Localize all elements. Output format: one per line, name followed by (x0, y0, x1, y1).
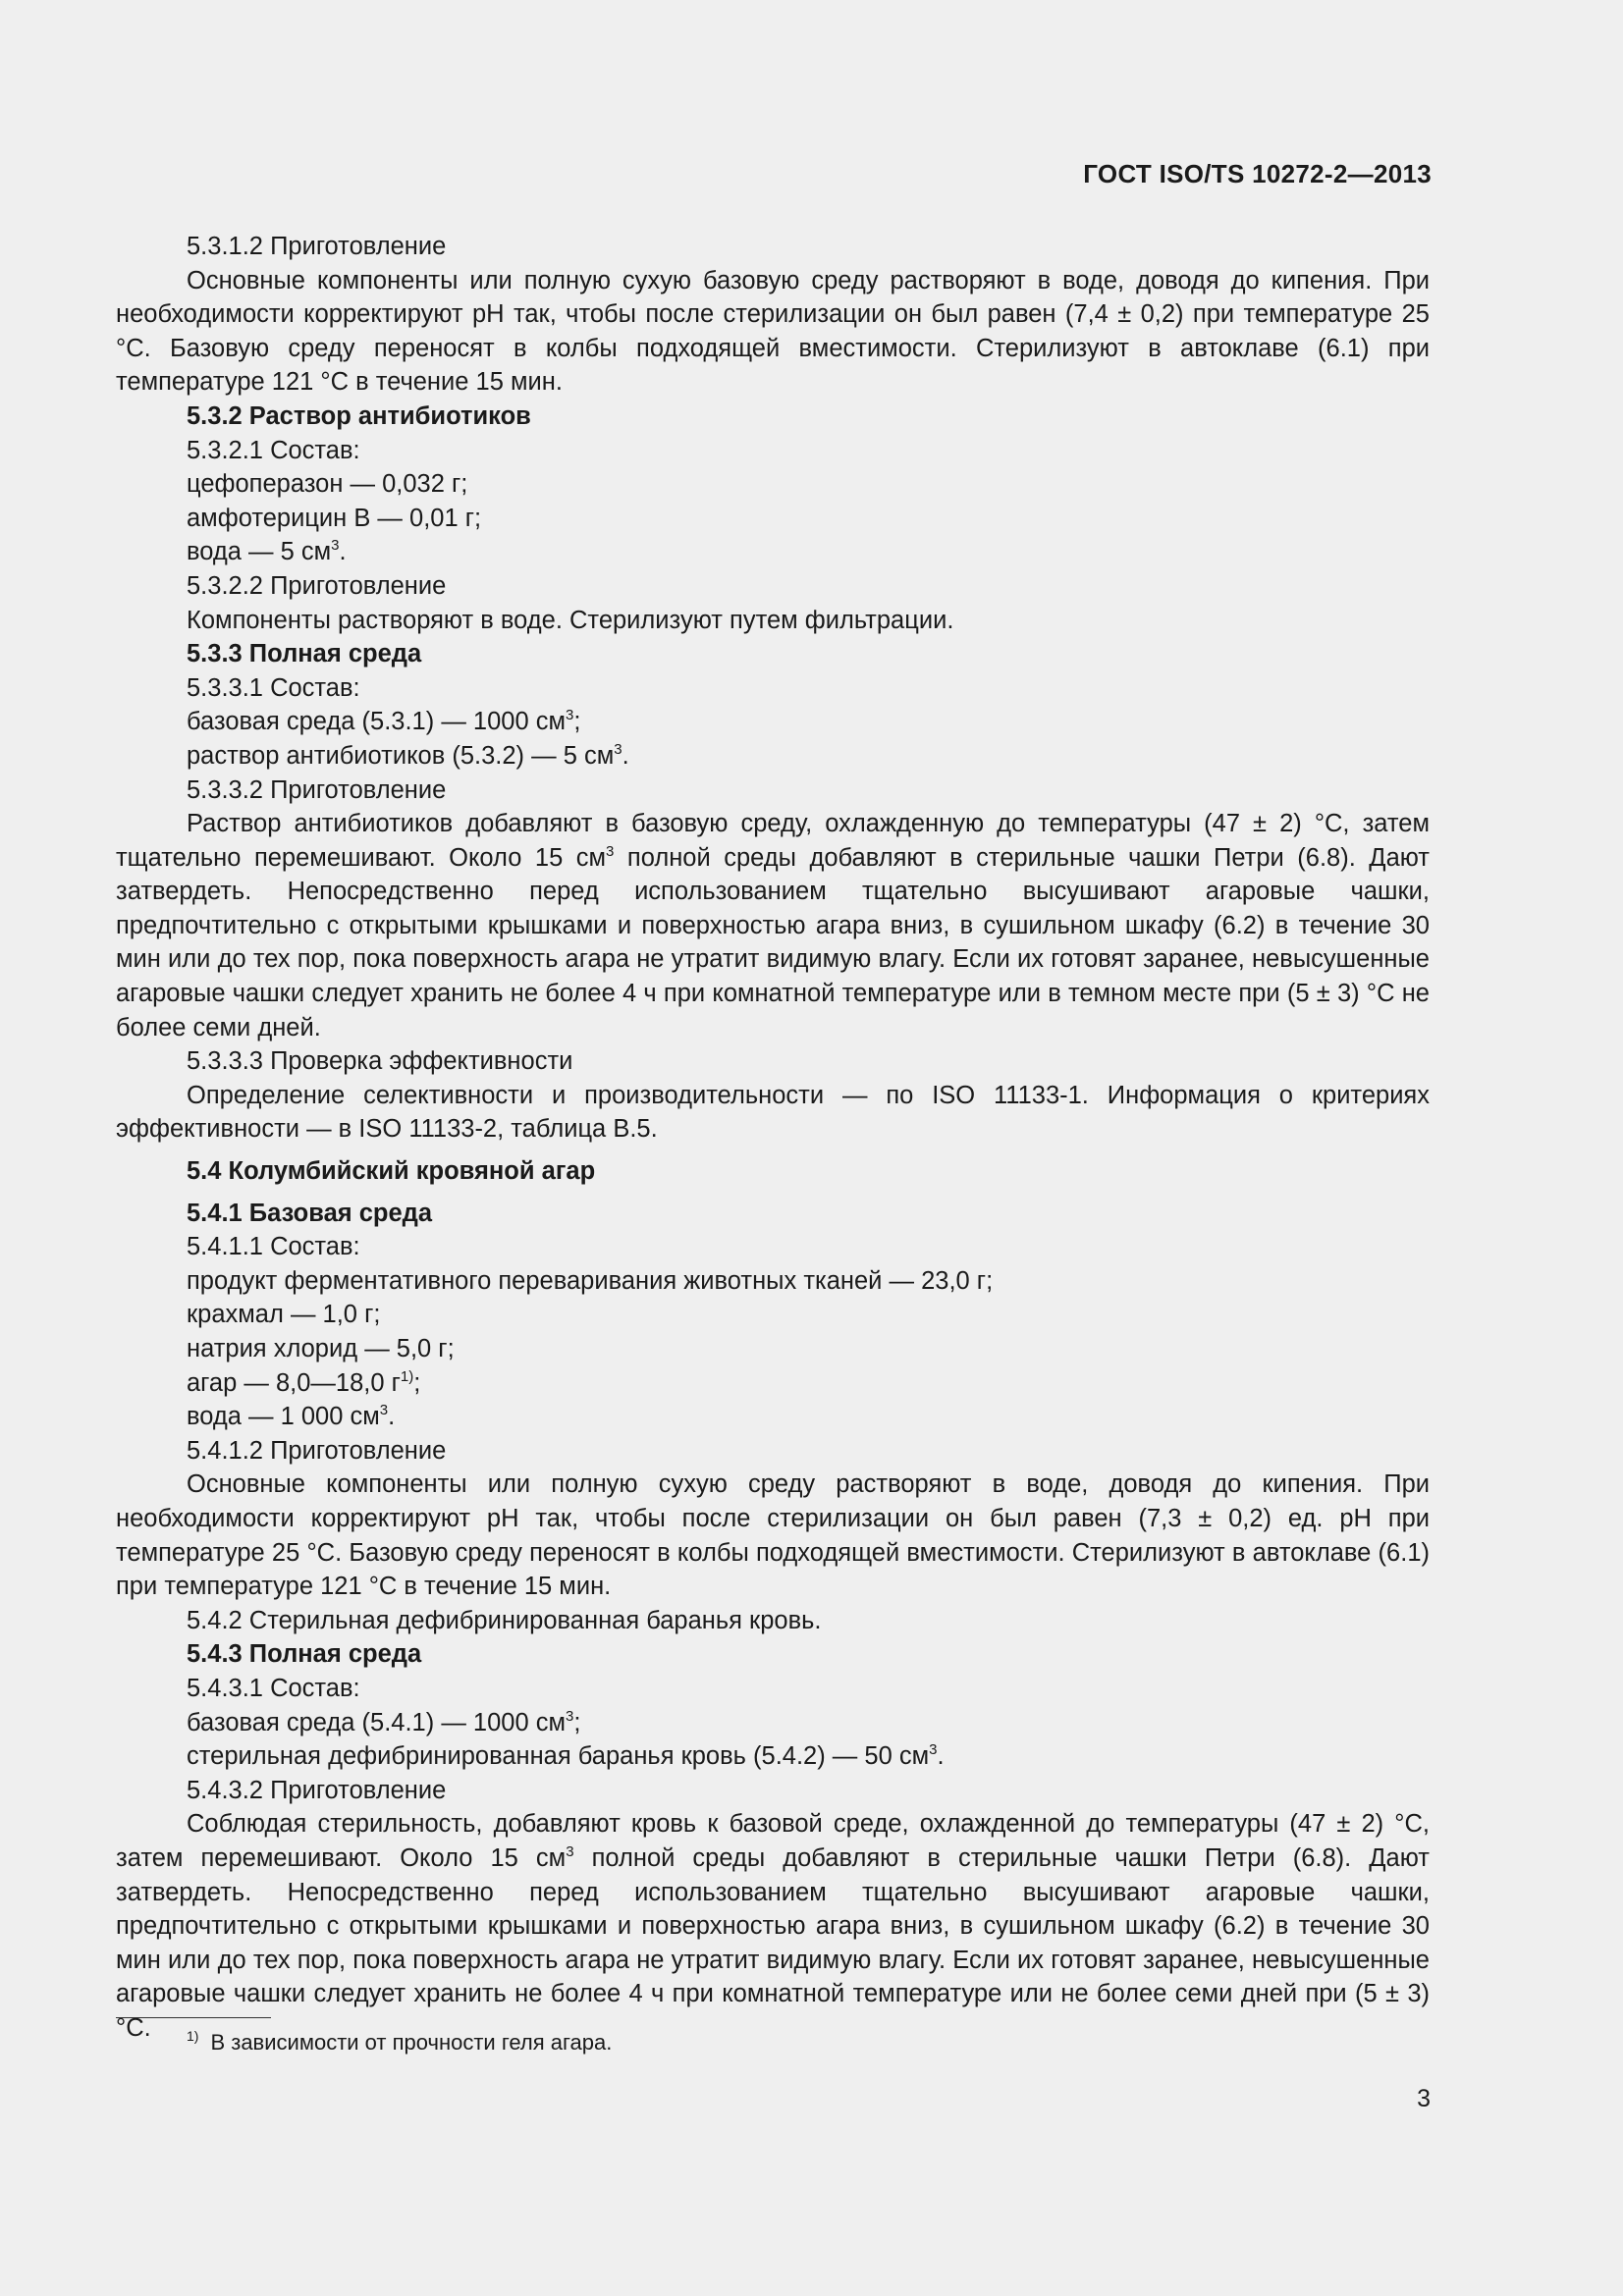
list-item: натрия хлорид — 5,0 г; (187, 1335, 455, 1362)
footnote-text: В зависимости от прочности геля агара. (210, 2030, 613, 2055)
paragraph-5-3-1-2: Основные компоненты или полную сухую базовую среду растворяют в воде, доводя до кипения. При необходимости корректируют pH так, чтобы после стерилизации он был равен (7,4 ± 0,2) при температуре 25 °С. Базовую среду переносят в колбы подходящей вместимости. Стерилизуют в автоклаве (6.1) при температуре 121 °С в течение 15 мин. (116, 266, 1430, 397)
footnote-ref: 1) (400, 1367, 414, 1385)
paragraph-5-4-1-2: Основные компоненты или полную сухую среду растворяют в воде, доводя до кипения. При необходимости корректируют pH так, чтобы после стерилизации он был равен (7,3 ± 0,2) ед. pH при температуре 25 °С. Базовую среду переносят в колбы подходящей вместимости. Стерилизуют в автоклаве (6.1) при температуре 121 °С в течение 15 мин. (116, 1470, 1430, 1601)
list-item: вода — 5 $см^3$. (187, 537, 347, 566)
footnote-marker: 1) (187, 2028, 199, 2044)
footnote-divider (116, 2017, 271, 2018)
prep-heading-5-4-1-2: 5.4.1.2 Приготовление (187, 1436, 447, 1465)
paragraph-5-3-3-2: Раствор антибиотиков добавляют в базовую среду, охлажденную до температуры (47 ± 2) °С, затем тщательно перемешивают. Около 15 $см^3$ полной среды добавляют в стерильные чашки Петри (6.8). Дают затвердеть. Непосредственно перед использованием тщательно высушивают агаровые чашки, предпочтительно с открытыми крышками и поверхностью агара вниз, в сушильном шкафу (6.2) в течение 30 мин или до тех пор, пока поверхность агара не утратит видимую влагу. Если их готовят заранее, невысушенные агаровые чашки следует хранить не более 4 ч при комнатной температуре или в темном месте при (5 ± 3) °С не более семи дней. (116, 810, 1430, 1041)
section-heading-5-4-1: 5.4.1 Базовая среда (187, 1199, 433, 1227)
composition-heading-5-4-3-1: 5.4.3.1 Состав: (187, 1674, 360, 1702)
list-item: амфотерицин В — 0,01 г; (187, 504, 482, 532)
section-heading-5-4-2: 5.4.2 Стерильная дефибринированная баранья кровь. (187, 1606, 822, 1634)
section-heading-5-3-3: 5.3.3 Полная среда (187, 640, 422, 668)
paragraph-5-4-3-2: Соблюдая стерильность, добавляют кровь к базовой среде, охлажденной до температуры (47 ± 2) °С, затем перемешивают. Около 15 $см^3$ полной среды добавляют в стерильные чашки Петри (6.8). Дают затвердеть. Непосредственно перед использованием тщательно высушивают агаровые чашки, предпочтительно с открытыми крышками и поверхностью агара вниз, в сушильном шкафу (6.2) в течение 30 мин или до тех пор, пока поверхность агара не утратит видимую влагу. Если их готовят заранее, невысушенные агаровые чашки следует хранить не более 4 ч при комнатной температуре или не более семи дней при (5 ± 3) °С. (116, 1810, 1430, 2042)
document-code-header: ГОСТ ISO/TS 10272-2—2013 (1083, 159, 1432, 188)
list-item: крахмал — 1,0 г; (187, 1301, 381, 1329)
list-item: вода — 1 000 $см^3$. (187, 1402, 396, 1431)
list-item: агар — 8,0—18,0 $г^{1)}$; (187, 1367, 421, 1397)
prep-heading-5-4-3-2: 5.4.3.2 Приготовление (187, 1776, 447, 1804)
section-heading-5-4-3: 5.4.3 Полная среда (187, 1640, 422, 1669)
document-body (116, 230, 1430, 2045)
section-heading-5-3-1-2: 5.3.1.2 Приготовление (187, 233, 447, 260)
prep-heading-5-3-2-2: 5.3.2.2 Приготовление (187, 571, 447, 600)
paragraph-5-3-2-2: Компоненты растворяют в воде. Стерилизуют путем фильтрации. (187, 606, 954, 634)
composition-heading-5-3-2-1: 5.3.2.1 Состав: (187, 436, 360, 464)
composition-heading-5-4-1-1: 5.4.1.1 Состав: (187, 1233, 360, 1261)
list-item: базовая среда (5.4.1) — 1000 $см^3$; (187, 1707, 581, 1736)
list-item: раствор антибиотиков (5.3.2) — 5 $см^3$. (187, 740, 629, 770)
list-item: стерильная дефибринированная баранья кровь (5.4.2) — 50 $см^3$. (187, 1741, 945, 1771)
footnote (187, 2030, 612, 2056)
list-item: базовая среда (5.3.1) — 1000 $см^3$; (187, 707, 581, 736)
list-item: продукт ферментативного переваривания животных тканей — 23,0 г; (187, 1266, 994, 1295)
section-heading-5-3-2: 5.3.2 Раствор антибиотиков (187, 401, 531, 430)
list-item: цефоперазон — 0,032 г; (187, 470, 468, 499)
page-number: 3 (1417, 2085, 1431, 2112)
section-heading-5-4: 5.4 Колумбийский кровяной агар (187, 1157, 596, 1186)
composition-heading-5-3-3-1: 5.3.3.1 Состав: (187, 673, 360, 702)
paragraph-5-3-3-3: Определение селективности и производительности — по ISO 11133-1. Информация о критериях эффективности — в ISO 11133-2, таблица В.5. (116, 1081, 1430, 1144)
perf-heading-5-3-3-3: 5.3.3.3 Проверка эффективности (187, 1047, 573, 1076)
prep-heading-5-3-3-2: 5.3.3.2 Приготовление (187, 775, 447, 804)
